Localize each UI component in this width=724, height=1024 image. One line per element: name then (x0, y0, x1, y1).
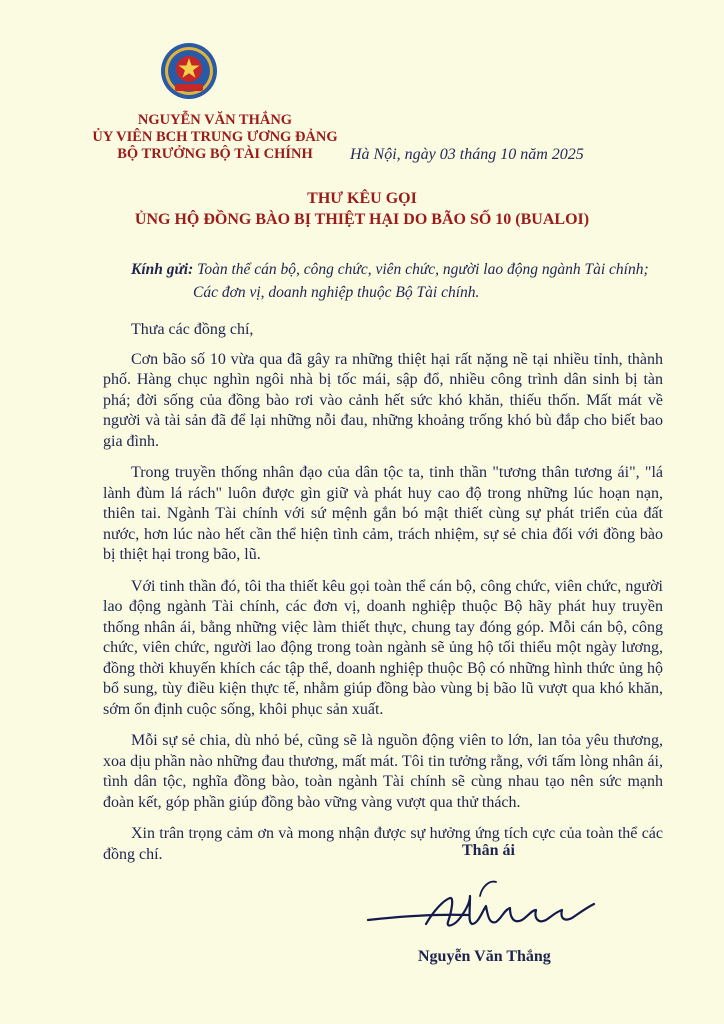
sender-name: NGUYỄN VĂN THẮNG (137, 112, 293, 128)
sender-block (90, 112, 340, 163)
signer-name: Nguyễn Văn Thắng (418, 948, 551, 965)
sender-position-minister: BỘ TRƯỞNG BỘ TÀI CHÍNH (117, 146, 313, 162)
thanks-paragraph: Xin trân trọng cảm ơn và mong nhận được sự hưởng ứng tích cực của toàn thể các đồng chí. (103, 825, 663, 863)
handwritten-signature (364, 872, 598, 944)
body-paragraph: Trong truyền thống nhân đạo của dân tộc ta, tinh thần "tương thân tương ái", "lá lành đùm lá rách" luôn được gìn giữ và phát huy cao độ trong những lúc hoạn nạn, thiên tai. Ngành Tài chính với sứ mệnh gắn bó mật thiết cùng sự phát triển của đất nước, hơn lúc nào hết cần thể hiện tình cảm, trách nhiệm, sự sẻ chia đối với đồng bào bị thiệt hại trong bão, lũ. (103, 464, 663, 563)
body-paragraph: Cơn bão số 10 vừa qua đã gây ra những thiệt hại rất nặng nề tại nhiều tỉnh, thành phố. Hàng chục nghìn ngôi nhà bị tốc mái, sập đổ, nhiều công trình dân sinh bị tàn phá; đời sống của đồng bào rơi vào cảnh hết sức khó khăn, thiếu thốn. Mất mát về người và tài sản đã để lại những nỗi đau, những khoảng trống khó bù đắp cho biết bao gia đình. (103, 350, 663, 450)
letter-body (103, 320, 663, 865)
sender-position-party: ỦY VIÊN BCH TRUNG ƯƠNG ĐẢNG (92, 129, 338, 145)
letter-title: THƯ KÊU GỌI (307, 190, 417, 207)
recipients-label: Kính gửi: (131, 261, 194, 278)
body-paragraph: Mỗi sự sẻ chia, dù nhỏ bé, cũng sẽ là nguồn động viên to lớn, lan tỏa yêu thương, xoa dịu phần nào những đau thương, mất mát. Tôi tin tưởng rằng, với tấm lòng nhân ái, tình dân tộc, nghĩa đồng bào, toàn ngành Tài chính sẽ cùng nhau tạo nên sức mạnh đoàn kết, góp phần giúp đồng bào vững vàng vượt qua thử thách. (103, 732, 663, 811)
ministry-emblem-icon (160, 42, 218, 100)
body-paragraph: Với tinh thần đó, tôi tha thiết kêu gọi toàn thể cán bộ, công chức, viên chức, người lao động ngành Tài chính, các đơn vị, doanh nghiệp thuộc Bộ hãy phát huy truyền thống nhân ái, bằng những việc làm thiết thực, chung tay đóng góp. Mỗi cán bộ, công chức, viên chức, người lao động trong toàn ngành sẽ ủng hộ tối thiểu một ngày lương, đồng thời khuyến khích các tập thể, doanh nghiệp thuộc Bộ có những hình thức ủng hộ bổ sung, tùy điều kiện thực tế, nhằm giúp đồng bào vùng bị bão lũ vượt qua khó khăn, sớm ổn định cuộc sống, khôi phục sản xuất. (103, 577, 663, 718)
greeting: Thưa các đồng chí, (131, 321, 254, 338)
recipients-block (131, 258, 649, 304)
letter-subtitle: ỦNG HỘ ĐỒNG BÀO BỊ THIỆT HẠI DO BÃO SỐ 10 (BUALOI) (134, 211, 590, 228)
recipients-line-1: Toàn thể cán bộ, công chức, viên chức, người lao động ngành Tài chính; (197, 261, 649, 278)
place-date: Hà Nội, ngày 03 tháng 10 năm 2025 (350, 146, 584, 163)
recipients-line-2: Các đơn vị, doanh nghiệp thuộc Bộ Tài chính. (193, 284, 480, 301)
closing-salutation: Thân ái (462, 842, 515, 859)
